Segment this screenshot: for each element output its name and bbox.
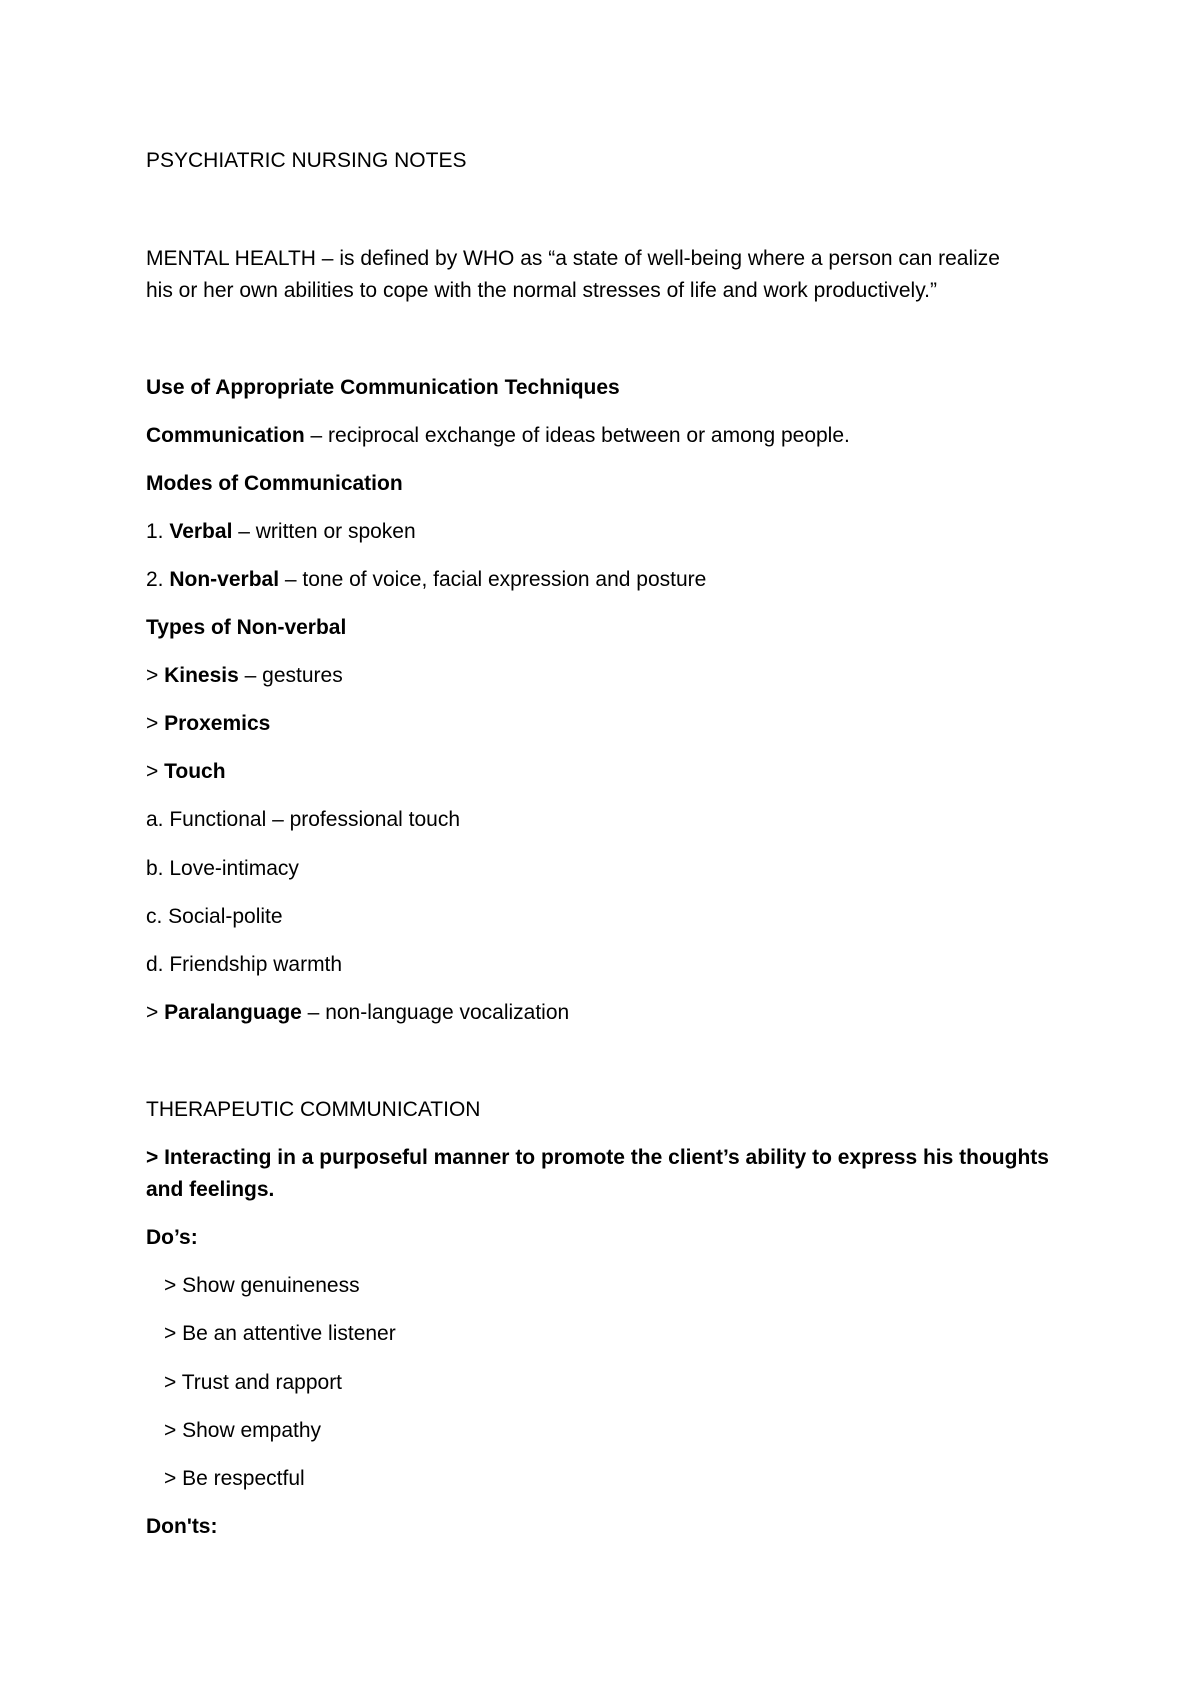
dos-item: > Be an attentive listener	[164, 1322, 396, 1345]
dos-item: > Be respectful	[164, 1467, 305, 1490]
touch-type-item: a. Functional – professional touch	[146, 808, 461, 831]
mental-health-definition-line-2: his or her own abilities to cope with the normal stresses of life and work productively.”	[146, 279, 937, 302]
dos-item: > Trust and rapport	[164, 1371, 343, 1394]
mental-health-term: MENTAL HEALTH	[146, 247, 316, 270]
dos-item: > Show empathy	[164, 1419, 322, 1442]
therapeutic-definition-line-2: and feelings.	[146, 1178, 275, 1201]
communication-techniques-heading: Use of Appropriate Communication Techniques	[146, 376, 620, 399]
paralanguage-item: > Paralanguage – non-language vocalization	[146, 1001, 570, 1024]
mental-health-definition-line-1	[146, 245, 1000, 273]
kinesis-item: > Kinesis – gestures	[146, 664, 343, 687]
touch-type-item: b. Love-intimacy	[146, 857, 299, 880]
page-title: PSYCHIATRIC NURSING NOTES	[146, 149, 467, 172]
touch-type-item: d. Friendship warmth	[146, 953, 343, 976]
communication-term: Communication	[146, 424, 305, 447]
types-heading: Types of Non-verbal	[146, 616, 347, 639]
mode-item-verbal: 1. Verbal – written or spoken	[146, 520, 416, 543]
touch-item: > Touch	[146, 760, 226, 783]
therapeutic-definition-line-1: > Interacting in a purposeful manner to promote the client’s ability to express his thoughts	[146, 1146, 1049, 1169]
mental-health-definition: – is defined by WHO as “a state of well-being where a person can realize	[315, 247, 1000, 270]
donts-heading: Don'ts:	[146, 1515, 218, 1538]
mode-item-non-verbal: 2. Non-verbal – tone of voice, facial expression and posture	[146, 568, 707, 591]
proxemics-item: > Proxemics	[146, 712, 271, 735]
communication-definition: Communication – reciprocal exchange of ideas between or among people.	[146, 424, 850, 447]
touch-type-item: c. Social-polite	[146, 905, 283, 928]
modes-heading: Modes of Communication	[146, 472, 403, 495]
therapeutic-heading: THERAPEUTIC COMMUNICATION	[146, 1098, 481, 1121]
dos-item: > Show genuineness	[164, 1274, 360, 1297]
dos-heading: Do’s:	[146, 1226, 198, 1249]
